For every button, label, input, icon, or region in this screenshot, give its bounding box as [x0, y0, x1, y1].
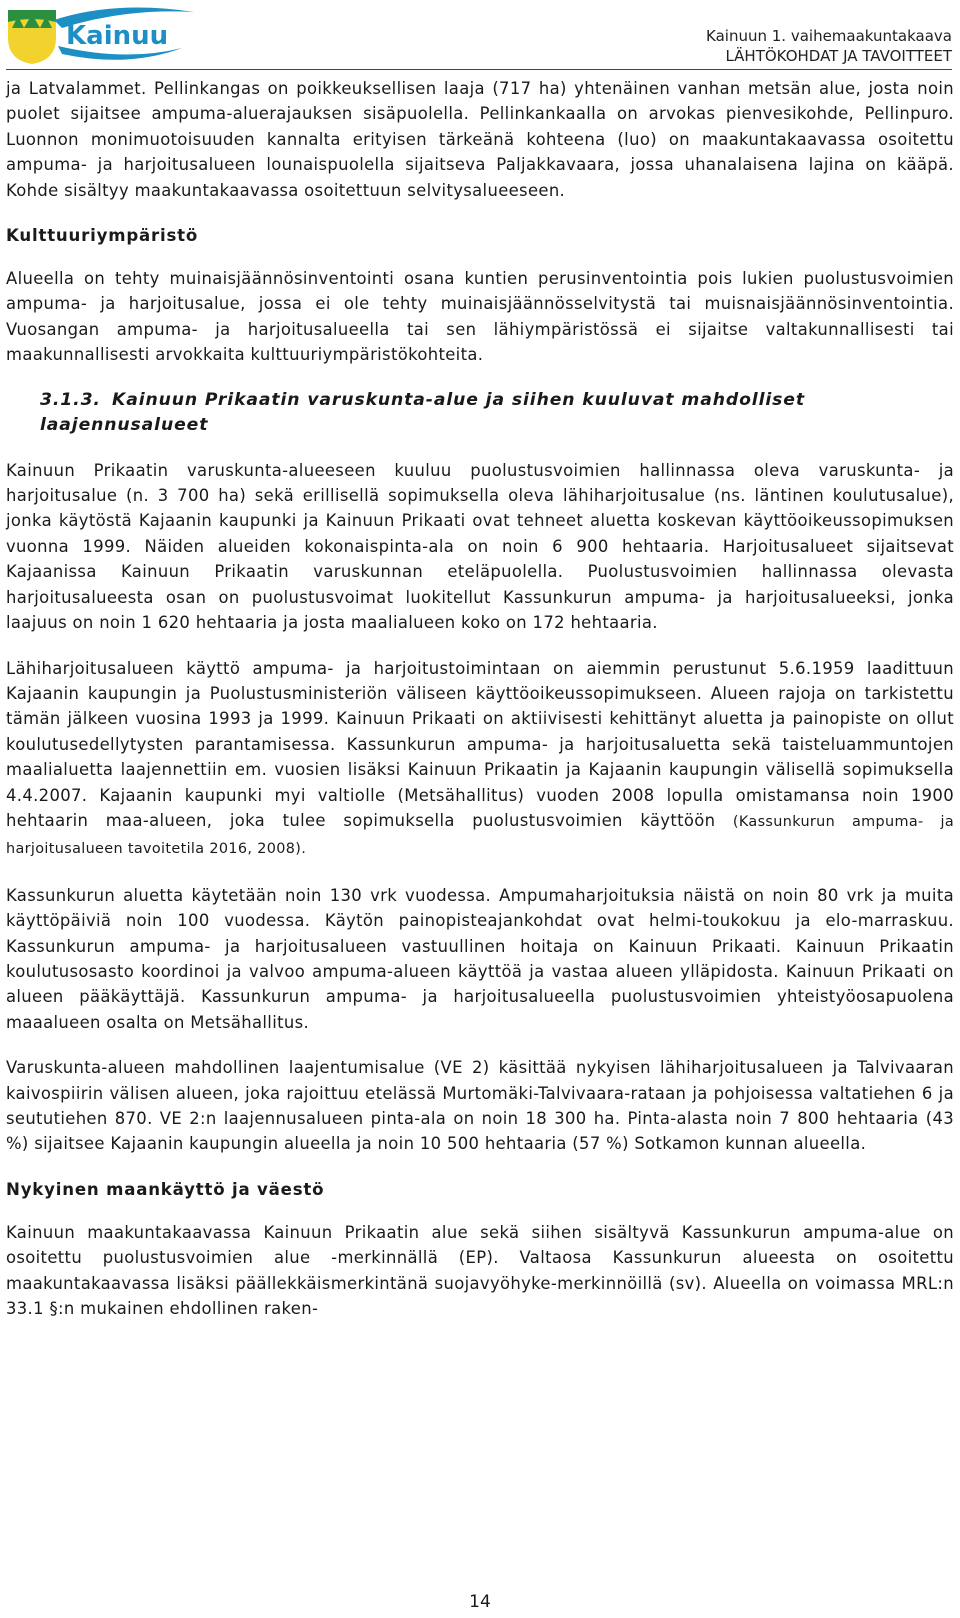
- page-number: 14: [469, 1592, 491, 1612]
- page-header: [0, 0, 960, 72]
- heading-nykyinen-maankaytto: Nykyinen maankäyttö ja väestö: [6, 1179, 325, 1199]
- paragraph-text: Lähiharjoitusalueen käyttö ampuma- ja harjoitustoimintaan on aiemmin perustunut 5.6.1959 laadittuun Kajaanin kaupungin ja Puolustusministeriön väliseen käyttöoikeussopimukseen. Alueen rajoja on tarkistettu tämän jälkeen vuosina 1993 ja 1999. Kainuun Prikaati on aktiivisesti kehittänyt aluetta ja painopiste on ollut koulutusedellytysten parantamisessa. Kassunkurun ampuma- ja harjoitusaluetta sekä taisteluammuntojen maalialuetta laajennettiin em. vuosien lisäksi Kainuun Prikaatin ja Kajaanin kaupungin välisellä sopimuksella 4.4.2007. Kajaanin kaupunki myi valtiolle (Metsähallitus) vuoden 2008 lopulla omistamansa noin 1900 hehtaarin maa-alueen, joka tulee sopimuksella puolustusvoimien käyttöön: [6, 658, 954, 830]
- heading-kulttuuriymparisto: Kulttuuriympäristö: [6, 226, 199, 246]
- section-title: Kainuun Prikaatin varuskunta-alue ja siihen kuuluvat mahdolliset laajennusalueet: [40, 389, 805, 435]
- header-text: [706, 26, 952, 66]
- plan-title: Kainuun 1. vaihemaakuntakaava: [706, 27, 952, 45]
- section-heading-3-1-3: [6, 388, 954, 438]
- paragraph-maakuntakaava: Kainuun maakuntakaavassa Kainuun Prikaatin alue sekä siihen sisältyvä Kassunkurun ampuma-alue on osoitettu puolustusvoimien alue -merkinnällä (EP). Valtaosa Kassunkurun alueesta on osoitettu maakuntakaavassa lisäksi päällekkäismerkintänä suojavyöhyke-merkinnöillä (sv). Alueella on voimassa MRL:n 33.1 §:n mukainen ehdollinen raken-: [6, 1222, 954, 1319]
- plan-subtitle: LÄHTÖKOHDAT JA TAVOITTEET: [725, 47, 952, 65]
- paragraph-pellinkangas: ja Latvalammet. Pellinkangas on poikkeuksellisen laaja (717 ha) yhtenäinen vanhan metsän alue, josta noin puolet sijaitsee ampuma-aluerajauksen sisäpuolella. Pellinkankaalla on arvokas pienvesikohde, Pellinpuro. Luonnon monimuotoisuuden kannalta erityisen tärkeänä kohteena (luo) on maakuntakaavassa osoitettu ampuma- ja harjoitusalueen lounaispuolella sijaitseva Paljakkavaara, jossa uhanalaisena lajina on kääpä. Kohde sisältyy maakuntakaavassa osoitettuun selvitysalueeseen.: [6, 79, 954, 200]
- document-body: [6, 76, 954, 1341]
- paragraph-lahiharjoitusalue: [6, 656, 954, 863]
- paragraph-laajentumisalue: Varuskunta-alueen mahdollinen laajentumisalue (VE 2) käsittää nykyisen lähiharjoitusalueen ja Talvivaaran kaivospiirin välisen alueen, joka rajoittuu etelässä Murtomäki-Talvivaara-rataan ja pohjoisessa valtatiehen 6 ja seututiehen 870. VE 2:n laajennusalueen pinta-ala on noin 18 300 ha. Pinta-alasta noin 7 800 hehtaaria (43 %) sijaitsee Kajaanin kaupungin alueella ja noin 10 500 hehtaaria (57 %) Sotkamon kunnan alueella.: [6, 1058, 954, 1154]
- paragraph-kulttuuri: Alueella on tehty muinaisjäännösinventointi osana kuntien perusinventointia pois lukien puolustusvoimien ampuma- ja harjoitusalue, jossa ei ole tehty muinaisjäännösselvitystä tai muisnaisjäännösinventointia. Vuosangan ampuma- ja harjoitusalueella tai sen lähiympäristössä ei sijaitse valtakunnallisesti tai maakunnallisesti arvokkaita kulttuuriympäristökohteita.: [6, 269, 954, 365]
- section-number: 3.1.3.: [40, 389, 101, 410]
- logo-wordmark: Kainuu: [66, 21, 169, 51]
- paragraph-varuskunta: Kainuun Prikaatin varuskunta-alueeseen kuuluu puolustusvoimien hallinnassa oleva varuskunta- ja harjoitusalue (n. 3 700 ha) sekä erillisellä sopimuksella oleva lähiharjoitusalue (ns. läntinen koulutusalue), jonka käytöstä Kajaanin kaupunki ja Kainuun Prikaati ovat tehneet aluetta koskevan käyttöoikeussopimuksen vuonna 1999. Näiden alueiden kokonaispinta-ala on noin 6 900 hehtaaria. Harjoitusalueet sijaitsevat Kajaanissa Kainuun Prikaatin varuskunnan eteläpuolella. Puolustusvoimien hallinnassa olevasta harjoitusalueesta osan on puolustusvoimat luokitellut Kassunkurun ampuma- ja harjoitusalueeksi, jonka laajuus on noin 1 620 hehtaaria ja josta maalialueen koko on 172 hehtaaria.: [6, 460, 954, 633]
- paragraph-kassunkuru: Kassunkurun aluetta käytetään noin 130 vrk vuodessa. Ampumaharjoituksia näistä on noin 80 vrk ja muita käyttöpäiviä noin 100 vuodessa. Käytön painopisteajankohdat ovat helmi-toukokuu ja elo-marraskuu. Kassunkurun ampuma- ja harjoitusalueen vastuullinen hoitaja on Kainuun Prikaati. Kainuun Prikaatin koulutusosasto koordinoi ja valvoo ampuma-alueen käyttöä ja vastaa alueen ylläpidosta. Kainuun Prikaati on alueen pääkäyttäjä. Kassunkurun ampuma- ja harjoitusalueella puolustusvoimien yhteistyöosapuolena maaalueen osalta on Metsähallitus.: [6, 885, 954, 1032]
- header-divider: [6, 69, 952, 70]
- source-citation: (Kassunkurun ampuma- ja harjoitusalueen tavoitetila 2016, 2008).: [6, 813, 954, 858]
- kainuu-logo: [6, 2, 196, 66]
